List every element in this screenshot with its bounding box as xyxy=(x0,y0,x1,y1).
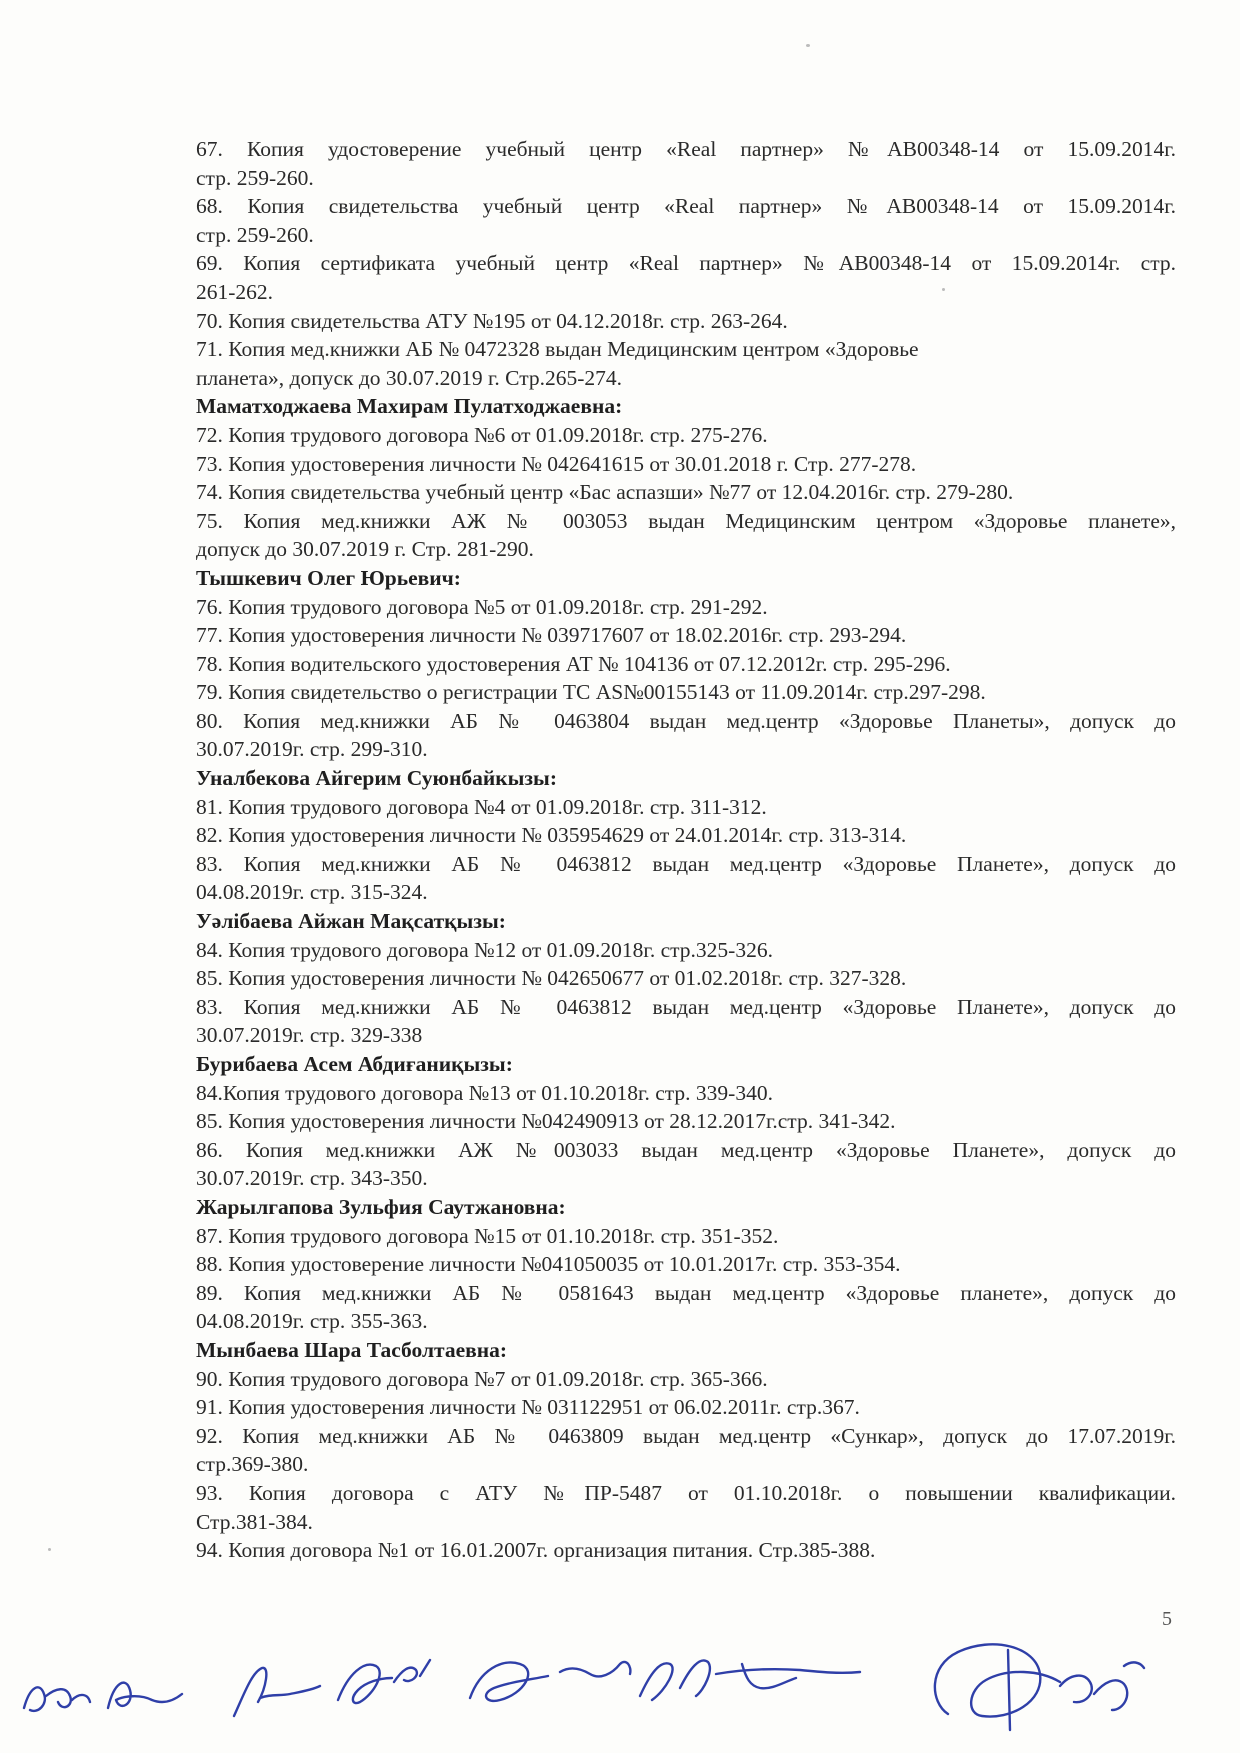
document-line: 76. Копия трудового договора №5 от 01.09.2018г. стр. 291-292. xyxy=(196,594,768,619)
document-line: 89. Копия мед.книжки АБ № 0581643 выдан мед.центр «Здоровье планете», допуск до xyxy=(196,1280,1176,1305)
document-line: 90. Копия трудового договора №7 от 01.09.2018г. стр. 365-366. xyxy=(196,1366,768,1391)
document-line: 78. Копия водительского удостоверения АТ № 104136 от 07.12.2012г. стр. 295-296. xyxy=(196,651,951,676)
signature-6 xyxy=(640,1660,860,1700)
document-line: 84. Копия трудового договора №12 от 01.09.2018г. стр.325-326. xyxy=(196,937,773,962)
document-line: 92. Копия мед.книжки АБ № 0463809 выдан мед.центр «Сункар», допуск до 17.07.2019г. xyxy=(196,1423,1176,1448)
document-line: 73. Копия удостоверения личности № 042641615 от 30.01.2018 г. Стр. 277-278. xyxy=(196,451,917,476)
document-line: 81. Копия трудового договора №4 от 01.09.2018г. стр. 311-312. xyxy=(196,794,767,819)
document-line: стр.369-380. xyxy=(196,1452,309,1477)
document-line: 68. Копия свидетельства учебный центр «Real партнер» №АВ00348-14 от 15.09.2014г. xyxy=(196,194,1176,219)
page-number: 5 xyxy=(1162,1608,1172,1630)
signatures-area xyxy=(0,1590,1240,1740)
document-line: 93. Копия договора с АТУ №ПР-5487 от 01.10.2018г. о повышении квалификации. xyxy=(196,1480,1176,1505)
signature-4 xyxy=(338,1660,430,1703)
document-line: планета», допуск до 30.07.2019 г. Стр.265-274. xyxy=(196,365,623,390)
signature-5 xyxy=(470,1662,630,1701)
document-line: 79. Копия свидетельство о регистрации ТС AS№00155143 от 11.09.2014г. стр.297-298. xyxy=(196,680,986,705)
signature-7 xyxy=(935,1644,1144,1730)
signature-2 xyxy=(108,1683,182,1708)
document-line: 80. Копия мед.книжки АБ № 0463804 выдан мед.центр «Здоровье Планеты», допуск до xyxy=(196,708,1176,733)
document-line: 04.08.2019г. стр. 315-324. xyxy=(196,880,428,905)
document-line: 83. Копия мед.книжки АБ № 0463812 выдан мед.центр «Здоровье Планете», допуск до xyxy=(196,994,1176,1019)
document-line: 30.07.2019г. стр. 329-338 xyxy=(196,1023,423,1048)
document-line: 91. Копия удостоверения личности № 031122951 от 06.02.2011г. стр.367. xyxy=(196,1395,860,1420)
document-line: Стр.381-384. xyxy=(196,1509,313,1534)
document-line: 74. Копия свидетельства учебный центр «Бас аспазши» №77 от 12.04.2016г. стр. 279-280. xyxy=(196,480,1014,505)
person-heading: Мынбаева Шара Тасболтаевна: xyxy=(196,1337,508,1362)
document-line: 86. Копия мед.книжки АЖ №003033 выдан мед.центр «Здоровье Планете», допуск до xyxy=(196,1137,1176,1162)
document-line: 71. Копия мед.книжки АБ № 0472328 выдан Медицинским центром «Здоровье xyxy=(196,337,919,362)
document-line: 88. Копия удостоверение личности №041050035 от 10.01.2017г. стр. 353-354. xyxy=(196,1252,901,1277)
document-line: 30.07.2019г. стр. 343-350. xyxy=(196,1166,428,1191)
document-line: 261-262. xyxy=(196,279,274,304)
document-line: 84.Копия трудового договора №13 от 01.10.2018г. стр. 339-340. xyxy=(196,1080,773,1105)
document-line: 94. Копия договора №1 от 16.01.2007г. организация питания. Стр.385-388. xyxy=(196,1538,876,1563)
document-line: 82. Копия удостоверения личности № 035954629 от 24.01.2014г. стр. 313-314. xyxy=(196,823,907,848)
document-line: стр. 259-260. xyxy=(196,222,314,247)
document-line: 69. Копия сертификата учебный центр «Real партнер» №АВ00348-14 от 15.09.2014г. стр. xyxy=(196,251,1176,276)
document-line: 72. Копия трудового договора №6 от 01.09.2018г. стр. 275-276. xyxy=(196,422,768,447)
person-heading: Маматходжаева Махирам Пулатходжаевна: xyxy=(196,394,623,419)
signature-1 xyxy=(24,1687,90,1711)
scan-speck xyxy=(806,44,810,47)
document-line: 70. Копия свидетельства АТУ №195 от 04.12.2018г. стр. 263-264. xyxy=(196,308,788,333)
document-line: 83. Копия мед.книжки АБ № 0463812 выдан мед.центр «Здоровье Планете», допуск до xyxy=(196,851,1176,876)
document-line: 30.07.2019г. стр. 299-310. xyxy=(196,737,428,762)
person-heading: Тышкевич Олег Юрьевич: xyxy=(196,565,461,590)
document-line: 04.08.2019г. стр. 355-363. xyxy=(196,1309,428,1334)
document-line: 85. Копия удостоверения личности №042490913 от 28.12.2017г.стр. 341-342. xyxy=(196,1109,896,1134)
document-line: допуск до 30.07.2019 г. Стр. 281-290. xyxy=(196,537,534,562)
person-heading: Уәлібаева Айжан Мақсатқызы: xyxy=(196,909,506,934)
document-line: 77. Копия удостоверения личности № 039717607 от 18.02.2016г. стр. 293-294. xyxy=(196,623,907,648)
person-heading: Жарылгапова Зульфия Саутжановна: xyxy=(196,1194,566,1219)
document-body xyxy=(196,135,1176,1565)
signature-3 xyxy=(234,1668,320,1716)
scan-speck xyxy=(48,1548,51,1551)
document-line: 67. Копия удостоверение учебный центр «Real партнер» №АВ00348-14 от 15.09.2014г. xyxy=(196,137,1176,161)
document-line: 85. Копия удостоверения личности № 042650677 от 01.02.2018г. стр. 327-328. xyxy=(196,966,907,991)
handwritten-signatures xyxy=(0,1590,1240,1740)
document-line: 75. Копия мед.книжки АЖ № 003053 выдан Медицинским центром «Здоровье планете», xyxy=(196,508,1176,533)
person-heading: Бурибаева Асем Абдиғаниқызы: xyxy=(196,1052,513,1076)
person-heading: Уналбекова Айгерим Суюнбайкызы: xyxy=(196,766,557,791)
document-line: стр. 259-260. xyxy=(196,165,314,190)
document-line: 87. Копия трудового договора №15 от 01.10.2018г. стр. 351-352. xyxy=(196,1223,779,1248)
